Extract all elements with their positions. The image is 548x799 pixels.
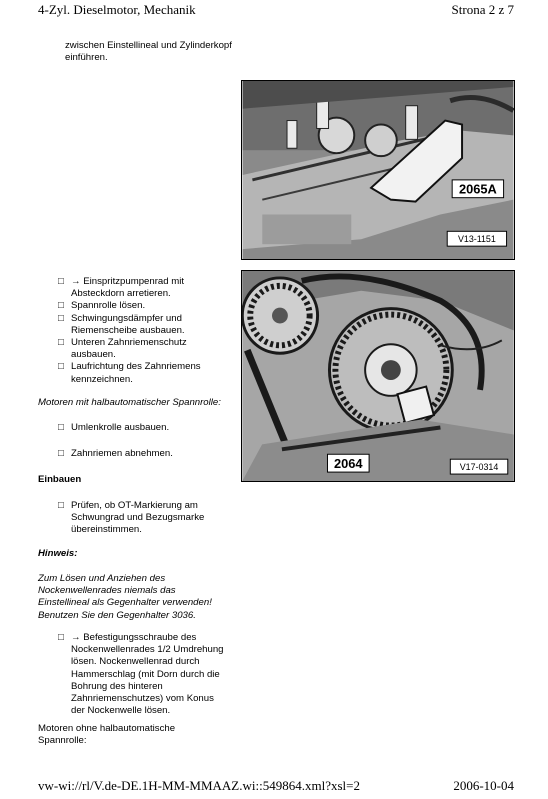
figure-cylinder-head <box>241 80 515 260</box>
intro-text <box>65 40 232 64</box>
tool-label-2064: 2064 <box>333 456 363 472</box>
checkbox-icon: □ <box>58 422 64 433</box>
step-item: □ → Einspritzpumpenrad mit Absteckdorn arretieren. <box>58 276 185 300</box>
figure-ref-2: V17-0314 <box>459 462 499 473</box>
note-title: Hinweis: <box>38 548 78 559</box>
figure-ref-1: V13-1151 <box>457 234 496 245</box>
steps-install <box>58 500 234 537</box>
section-semi-automatic: Motoren mit halbautomatischer Spannrolle: <box>38 397 221 408</box>
step-item: □ Spannrolle lösen. <box>58 300 146 312</box>
figure-timing-belt <box>241 270 515 482</box>
heading-einbauen: Einbauen <box>38 474 82 485</box>
step-item: □ Zahnriemen abnehmen. <box>58 448 173 460</box>
checkbox-icon: □ <box>58 276 64 287</box>
steps-belt <box>58 422 234 460</box>
page-number: Strona 2 z 7 <box>451 2 514 17</box>
steps-camshaft <box>58 632 244 717</box>
step-item: □ Umlenkrolle ausbauen. <box>58 422 170 433</box>
print-date: 2006-10-04 <box>453 778 514 793</box>
cylinder-head-drawing <box>242 81 514 259</box>
checkbox-icon: □ <box>58 337 64 349</box>
intro-line: einführen. <box>65 52 108 64</box>
timing-belt-drawing <box>242 271 514 481</box>
section-non-automatic: Motoren ohne halbautomatische Spannrolle: <box>38 723 176 747</box>
header-title: 4-Zyl. Dieselmotor, Mechanik <box>38 2 196 17</box>
page-footer <box>38 778 514 794</box>
step-item: □ Laufrichtung des Zahnriemens kennzeichnen. <box>58 361 201 385</box>
step-item: □ Schwingungsdämpfer und Riemenscheibe ausbauen. <box>58 312 185 336</box>
checkbox-icon: □ <box>58 500 64 511</box>
steps-removal <box>58 276 234 386</box>
checkbox-icon: □ <box>58 632 64 643</box>
checkbox-icon: □ <box>58 300 64 312</box>
checkbox-icon: □ <box>58 448 64 460</box>
step-item: □ Prüfen, ob OT-Markierung am Schwungrad und Bezugsmarke übereinstimmen. <box>58 500 205 536</box>
checkbox-icon: □ <box>58 312 64 324</box>
intro-line: zwischen Einstellineal und Zylinderkopf <box>65 40 232 51</box>
document-url: vw-wi://rl/V.de-DE.1H-MM-MMAAZ.wi::549864.xml?xsl=2 <box>38 778 360 793</box>
step-item: □ → Befestigungsschraube des Nockenwellenrades 1/2 Umdrehung lösen. Nockenwellenrad durch Hammerschlag (mit Dorn durch die Bohrung des hinteren Zahnriemenschutzes) vom Konus der Nockenwelle lösen. <box>58 632 224 717</box>
checkbox-icon: □ <box>58 361 64 373</box>
tool-label-2065a: 2065A <box>458 181 497 197</box>
note-body: Zum Lösen und Anziehen des Nockenwellenrades niemals das Einstellineal als Gegenhalter verwenden! Benutzen Sie den Gegenhalter 3036. <box>38 573 212 621</box>
page-header <box>38 2 514 18</box>
step-item: □ Unteren Zahnriemenschutz ausbauen. <box>58 337 187 361</box>
